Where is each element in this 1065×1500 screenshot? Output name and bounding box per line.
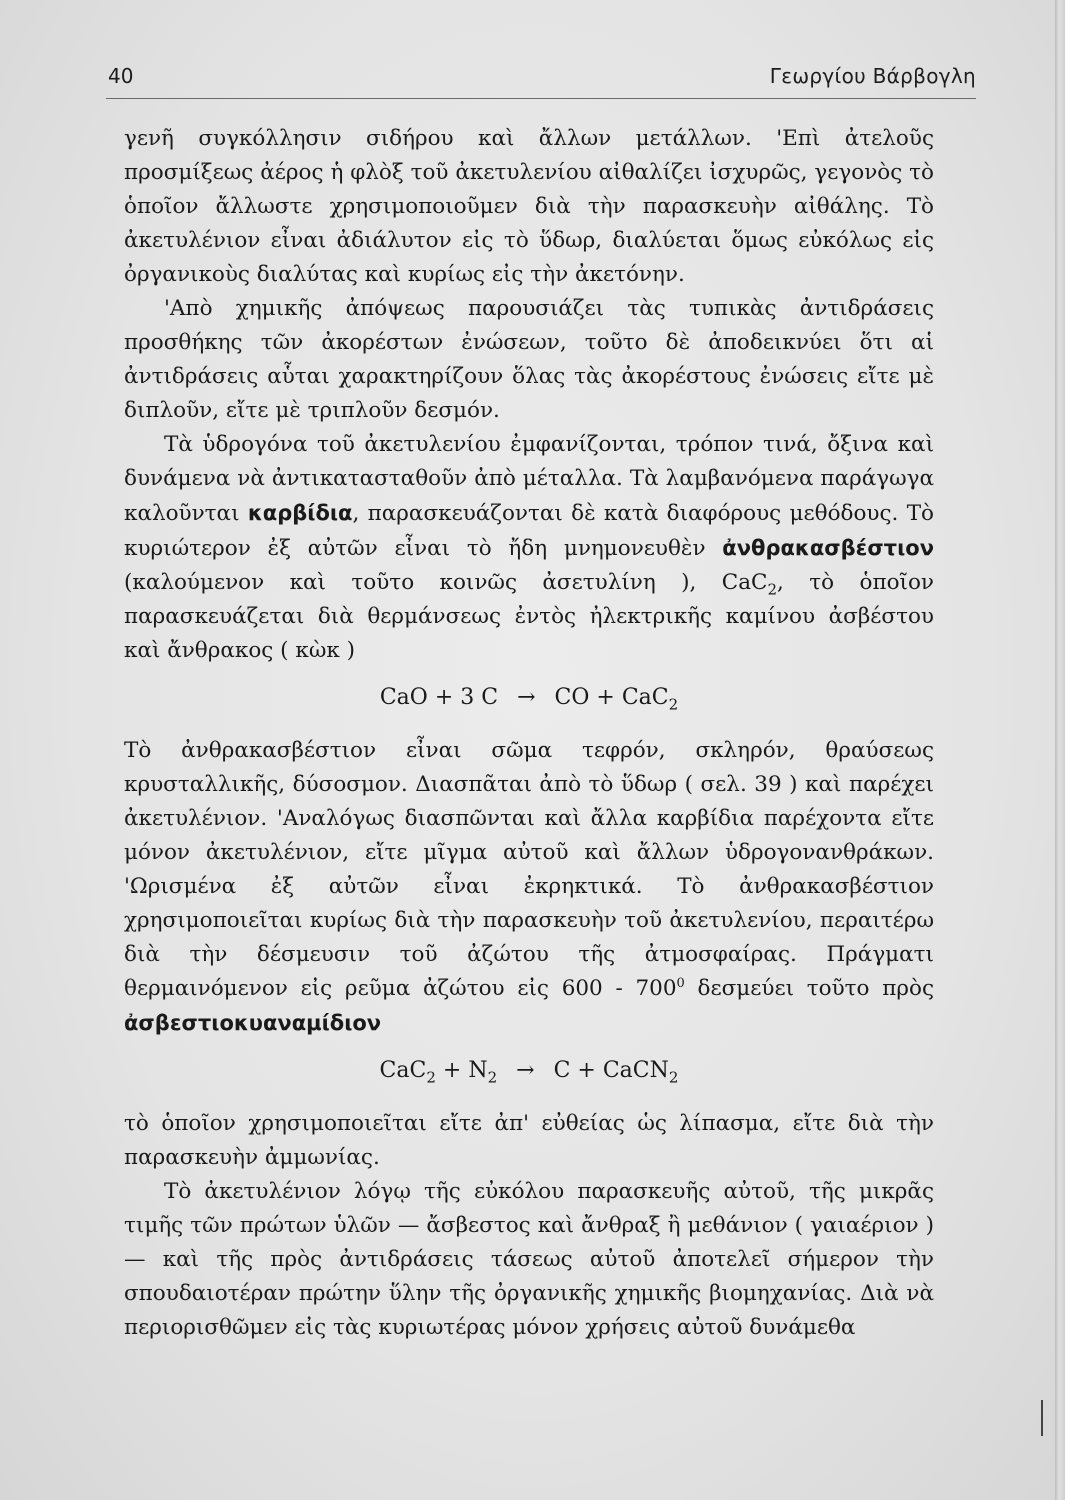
eq1-lhs-a: CaO [379,685,428,710]
eq1-rhs-a: CO [554,685,590,710]
term-calcium-cyanamide: ἀσβεστιοκυαναμίδιον [124,1011,382,1035]
eq2-lhs-a [379,1058,436,1087]
eq1-rhs-b [621,685,679,714]
eq2-rhs-b [602,1058,679,1087]
term-carbides: καρβίδια [247,501,353,525]
page-number: 40 [108,64,134,88]
eq1-arrow-icon: → [517,685,536,710]
eq2-plus-1: + [442,1058,462,1083]
eq1-rhs-b-base: CaC [621,685,669,710]
paragraph-6: Τὸ ἀκετυλένιον λόγῳ τῆς εὐκόλου παρασκευῆς αὐτοῦ, τῆς μικρᾶς τιμῆς τῶν πρώτων ὑλῶν — ἄσβεστος καὶ ἄνθραξ ἢ μεθάνιον ( γαιαέριον ) — καὶ τῆς πρὸς ἀντιδράσεις τάσεως αὐτοῦ ἀποτελεῖ σήμερον τὴν σπουδαιοτέραν πρώτην ὕλην τῆς ὀργανικῆς χημικῆς βιομηχανίας. Διὰ νὰ περιορισθῶμεν εἰς τὰς κυριωτέρας μόνον χρήσεις αὐτοῦ δυνάμεθα [124,1179,934,1340]
margin-mark [1041,1400,1043,1436]
paragraph-4-degree: 0 [676,975,685,991]
paragraph-1: γενῆ συγκόλλησιν σιδήρου καὶ ἄλλων μετάλλων. 'Επὶ ἀτελοῦς προσμίξεως ἀέρος ἡ φλὸξ τοῦ ἀκετυλενίου αἰθαλίζει ἰσχυρῶς, γεγονὸς τὸ ὁποῖον ἄλλωστε χρησιμοποιοῦμεν διὰ τὴν παρασκευὴν αἰθάλης. Τὸ ἀκετυλένιον εἶναι ἀδιάλυτον εἰς τὸ ὕδωρ, διαλύεται ὅμως εὐκόλως εἰς ὀργανικοὺς διαλύτας καὶ κυρίως εἰς τὴν ἀκετόνην. [124,126,934,287]
paragraph-5: τὸ ὁποῖον χρησιμοποιεῖται εἴτε ἀπ' εὐθείας ὡς λίπασμα, εἴτε διὰ τὴν παρασκευὴν ἀμμωνίας. [124,1111,934,1170]
paragraph-4-text-b: δεσμεύει τοῦτο πρὸς [697,976,934,1001]
equation-2 [124,1053,934,1089]
page-header [106,62,976,99]
eq1-lhs-b: 3 C [460,685,499,710]
paragraph-3 [124,428,934,668]
running-head: Γεωργίου Βάρβογλη [769,64,976,88]
equation-1 [124,680,934,716]
eq2-lhs-a-subscript: 2 [426,1068,436,1087]
eq1-plus-2: + [596,685,615,710]
paragraph-4-text-a: Τὸ ἀνθρακασβέστιον εἶναι σῶμα τεφρόν, σκληρόν, θραύσεως κρυσταλλικῆς, δύσοσμον. Διασπᾶται ἀπὸ τὸ ὕδωρ ( σελ. 39 ) καὶ παρέχει ἀκετυλένιον. 'Αναλόγως διασπῶνται καὶ ἄλλα καρβίδια παρέχοντα εἴτε μόνον ἀκετυλένιον, εἴτε μῖγμα αὐτοῦ καὶ ἄλλων ὑδρογονανθράκων. 'Ωρισμένα ἐξ αὐτῶν εἶναι ἐκρηκτικά. Τὸ ἀνθρακασβέστιον χρησιμοποιεῖται κυρίως διὰ τὴν παρασκευὴν τοῦ ἀκετυλενίου, περαιτέρω διὰ τὴν δέσμευσιν τοῦ ἀζώτου τῆς ἀτμοσφαίρας. Πράγματι θερμαινόμενον εἰς ρεῦμα ἀζώτου εἰς 600 - 700 [124,738,934,1001]
eq2-rhs-b-base: CaCN [602,1058,669,1083]
eq1-plus-1: + [434,685,454,710]
eq2-lhs-b [468,1058,498,1087]
eq2-rhs-a: C [553,1058,571,1083]
paragraph-3-text-e: , τὸ ὁποῖον παρασκευάζεται διὰ θερμάνσεως ἐντὸς ἠλεκτρικῆς καμίνου ἀσβέστου καὶ ἄνθρακος ( κὼκ ) [124,570,934,663]
eq2-rhs-b-subscript: 2 [668,1068,679,1087]
paragraph-3-subscript: 2 [767,580,778,599]
eq2-plus-2: + [577,1058,596,1083]
paragraph-3-text-c: , παρασκευάζονται δὲ κατὰ διαφόρους μεθόδους. Τὸ κυριώτερον ἐξ αὐτῶν εἶναι τὸ ἤδη μνημονευθὲν [124,501,934,561]
eq1-rhs-b-subscript: 2 [668,695,679,714]
paragraph-3-text-a: Τὰ ὑδρογόνα τοῦ ἀκετυλενίου ἐμφανίζονται, τρόπον τινά, ὄξινα καὶ δυνάμενα νὰ ἀντικατασταθοῦν ἀπὸ μέταλλα. Τὰ λαμβανόμενα παράγωγα καλοῦνται [124,432,934,526]
paragraph-4 [124,734,934,1041]
page-edge-shadow [1055,0,1065,1500]
eq2-lhs-a-base: CaC [379,1058,427,1083]
term-calcium-carbide: ἀνθρακασβέστιον [722,536,934,560]
paragraph-3-text-d: (καλούμενον καὶ τοῦτο κοινῶς ἀσετυλίνη ), CaC [124,570,768,595]
body-text [124,122,934,1345]
eq2-arrow-icon: → [516,1058,535,1083]
paragraph-2: 'Απὸ χημικῆς ἀπόψεως παρουσιάζει τὰς τυπικὰς ἀντιδράσεις προσθήκης τῶν ἀκορέστων ἐνώσεων, τοῦτο δὲ ἀποδεικνύει ὅτι αἱ ἀντιδράσεις αὗται χαρακτηρίζουν ὅλας τὰς ἀκορέστους ἐνώσεις εἴτε μὲ διπλοῦν, εἴτε μὲ τριπλοῦν δεσμόν. [124,296,934,423]
eq2-lhs-b-subscript: 2 [487,1068,498,1087]
eq2-lhs-b-base: N [468,1058,488,1083]
